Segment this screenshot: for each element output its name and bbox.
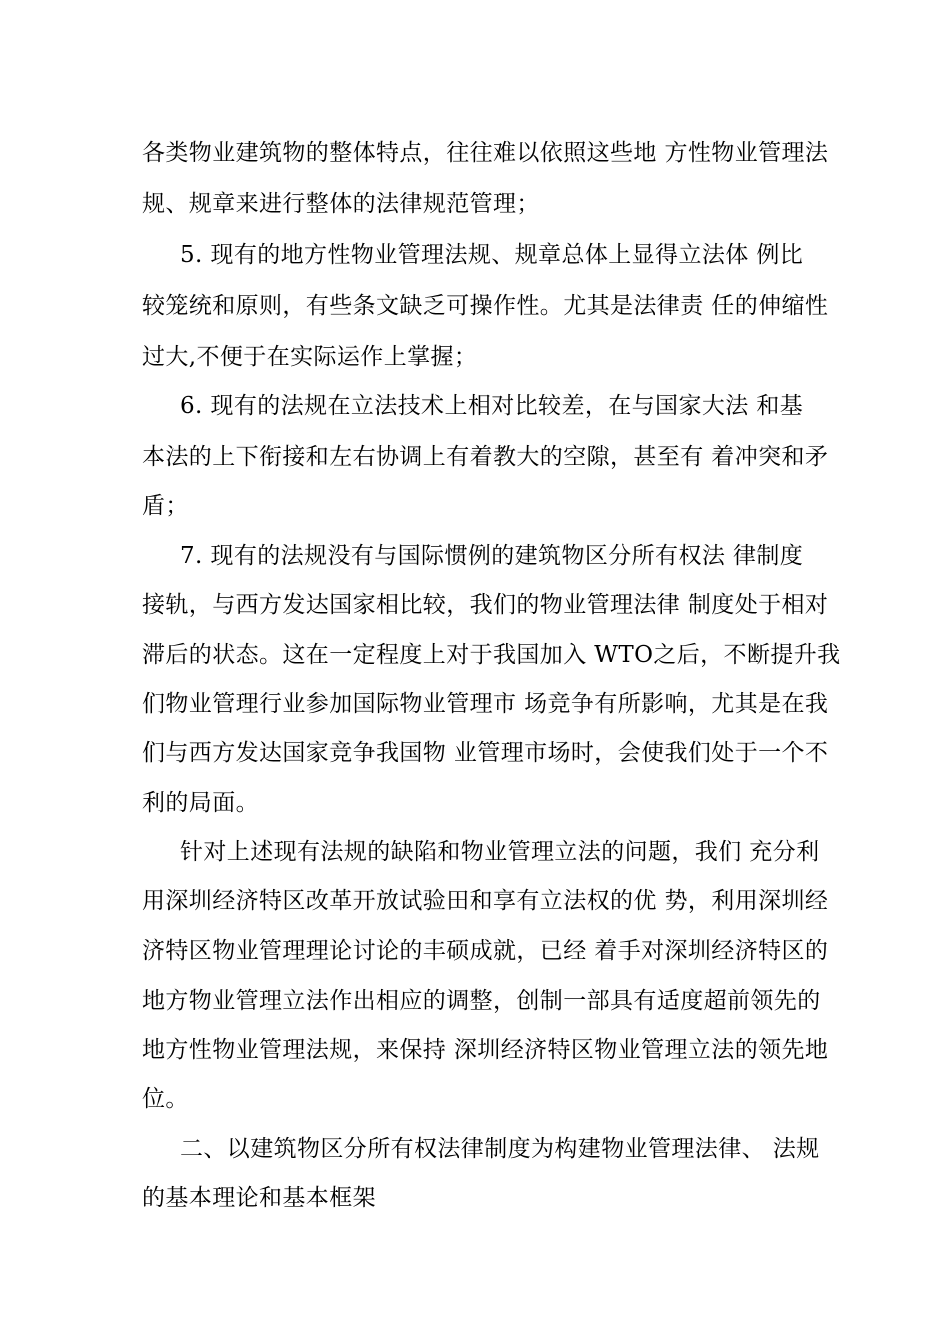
- text-line: 们与西方发达国家竞争我国物 业管理市场时，会使我们处于一个不: [142, 740, 829, 766]
- text-line: 位。: [142, 1086, 189, 1112]
- text-line: 接轨，与西方发达国家相比较，我们的物业管理法律 制度处于相对: [142, 592, 829, 618]
- text-line: 济特区物业管理理论讨论的丰硕成就，已经 着手对深圳经济特区的: [142, 938, 829, 964]
- text-line: 盾；: [142, 493, 189, 519]
- text-line: 们物业管理行业参加国际物业管理市 场竞争有所影响，尤其是在我: [142, 691, 829, 717]
- section-heading-line: 二、以建筑物区分所有权法律制度为构建物业管理法律、 法规: [180, 1136, 820, 1162]
- text-line: 6. 现有的法规在立法技术上相对比较差，在与国家大法 和基: [180, 393, 804, 419]
- text-line: 5. 现有的地方性物业管理法规、规章总体上显得立法体 例比: [180, 242, 804, 268]
- text-line: 较笼统和原则，有些条文缺乏可操作性。尤其是法律责 任的伸缩性: [142, 293, 829, 319]
- text-line: 地方性物业管理法规，来保持 深圳经济特区物业管理立法的领先地: [142, 1037, 829, 1063]
- text-line: 过大,不便于在实际运作上掌握；: [142, 344, 478, 370]
- text-line: 本法的上下衔接和左右协调上有着教大的空隙，甚至有 着冲突和矛: [142, 444, 829, 470]
- section-heading-line: 的基本理论和基本框架: [142, 1185, 376, 1211]
- text-line: 7. 现有的法规没有与国际惯例的建筑物区分所有权法 律制度: [180, 543, 804, 569]
- text-line: 各类物业建筑物的整体特点，往往难以依照这些地 方性物业管理法: [142, 140, 829, 166]
- text-line: 地方物业管理立法作出相应的调整，创制一部具有适度超前领先的: [142, 988, 821, 1014]
- text-line: 用深圳经济特区改革开放试验田和享有立法权的优 势，利用深圳经: [142, 888, 829, 914]
- text-line: 滞后的状态。这在一定程度上对于我国加入 WTO之后，不断提升我: [142, 642, 841, 668]
- text-line: 针对上述现有法规的缺陷和物业管理立法的问题，我们 充分利: [180, 839, 820, 865]
- text-line: 规、规章来进行整体的法律规范管理；: [142, 191, 540, 217]
- text-line: 利的局面。: [142, 790, 259, 816]
